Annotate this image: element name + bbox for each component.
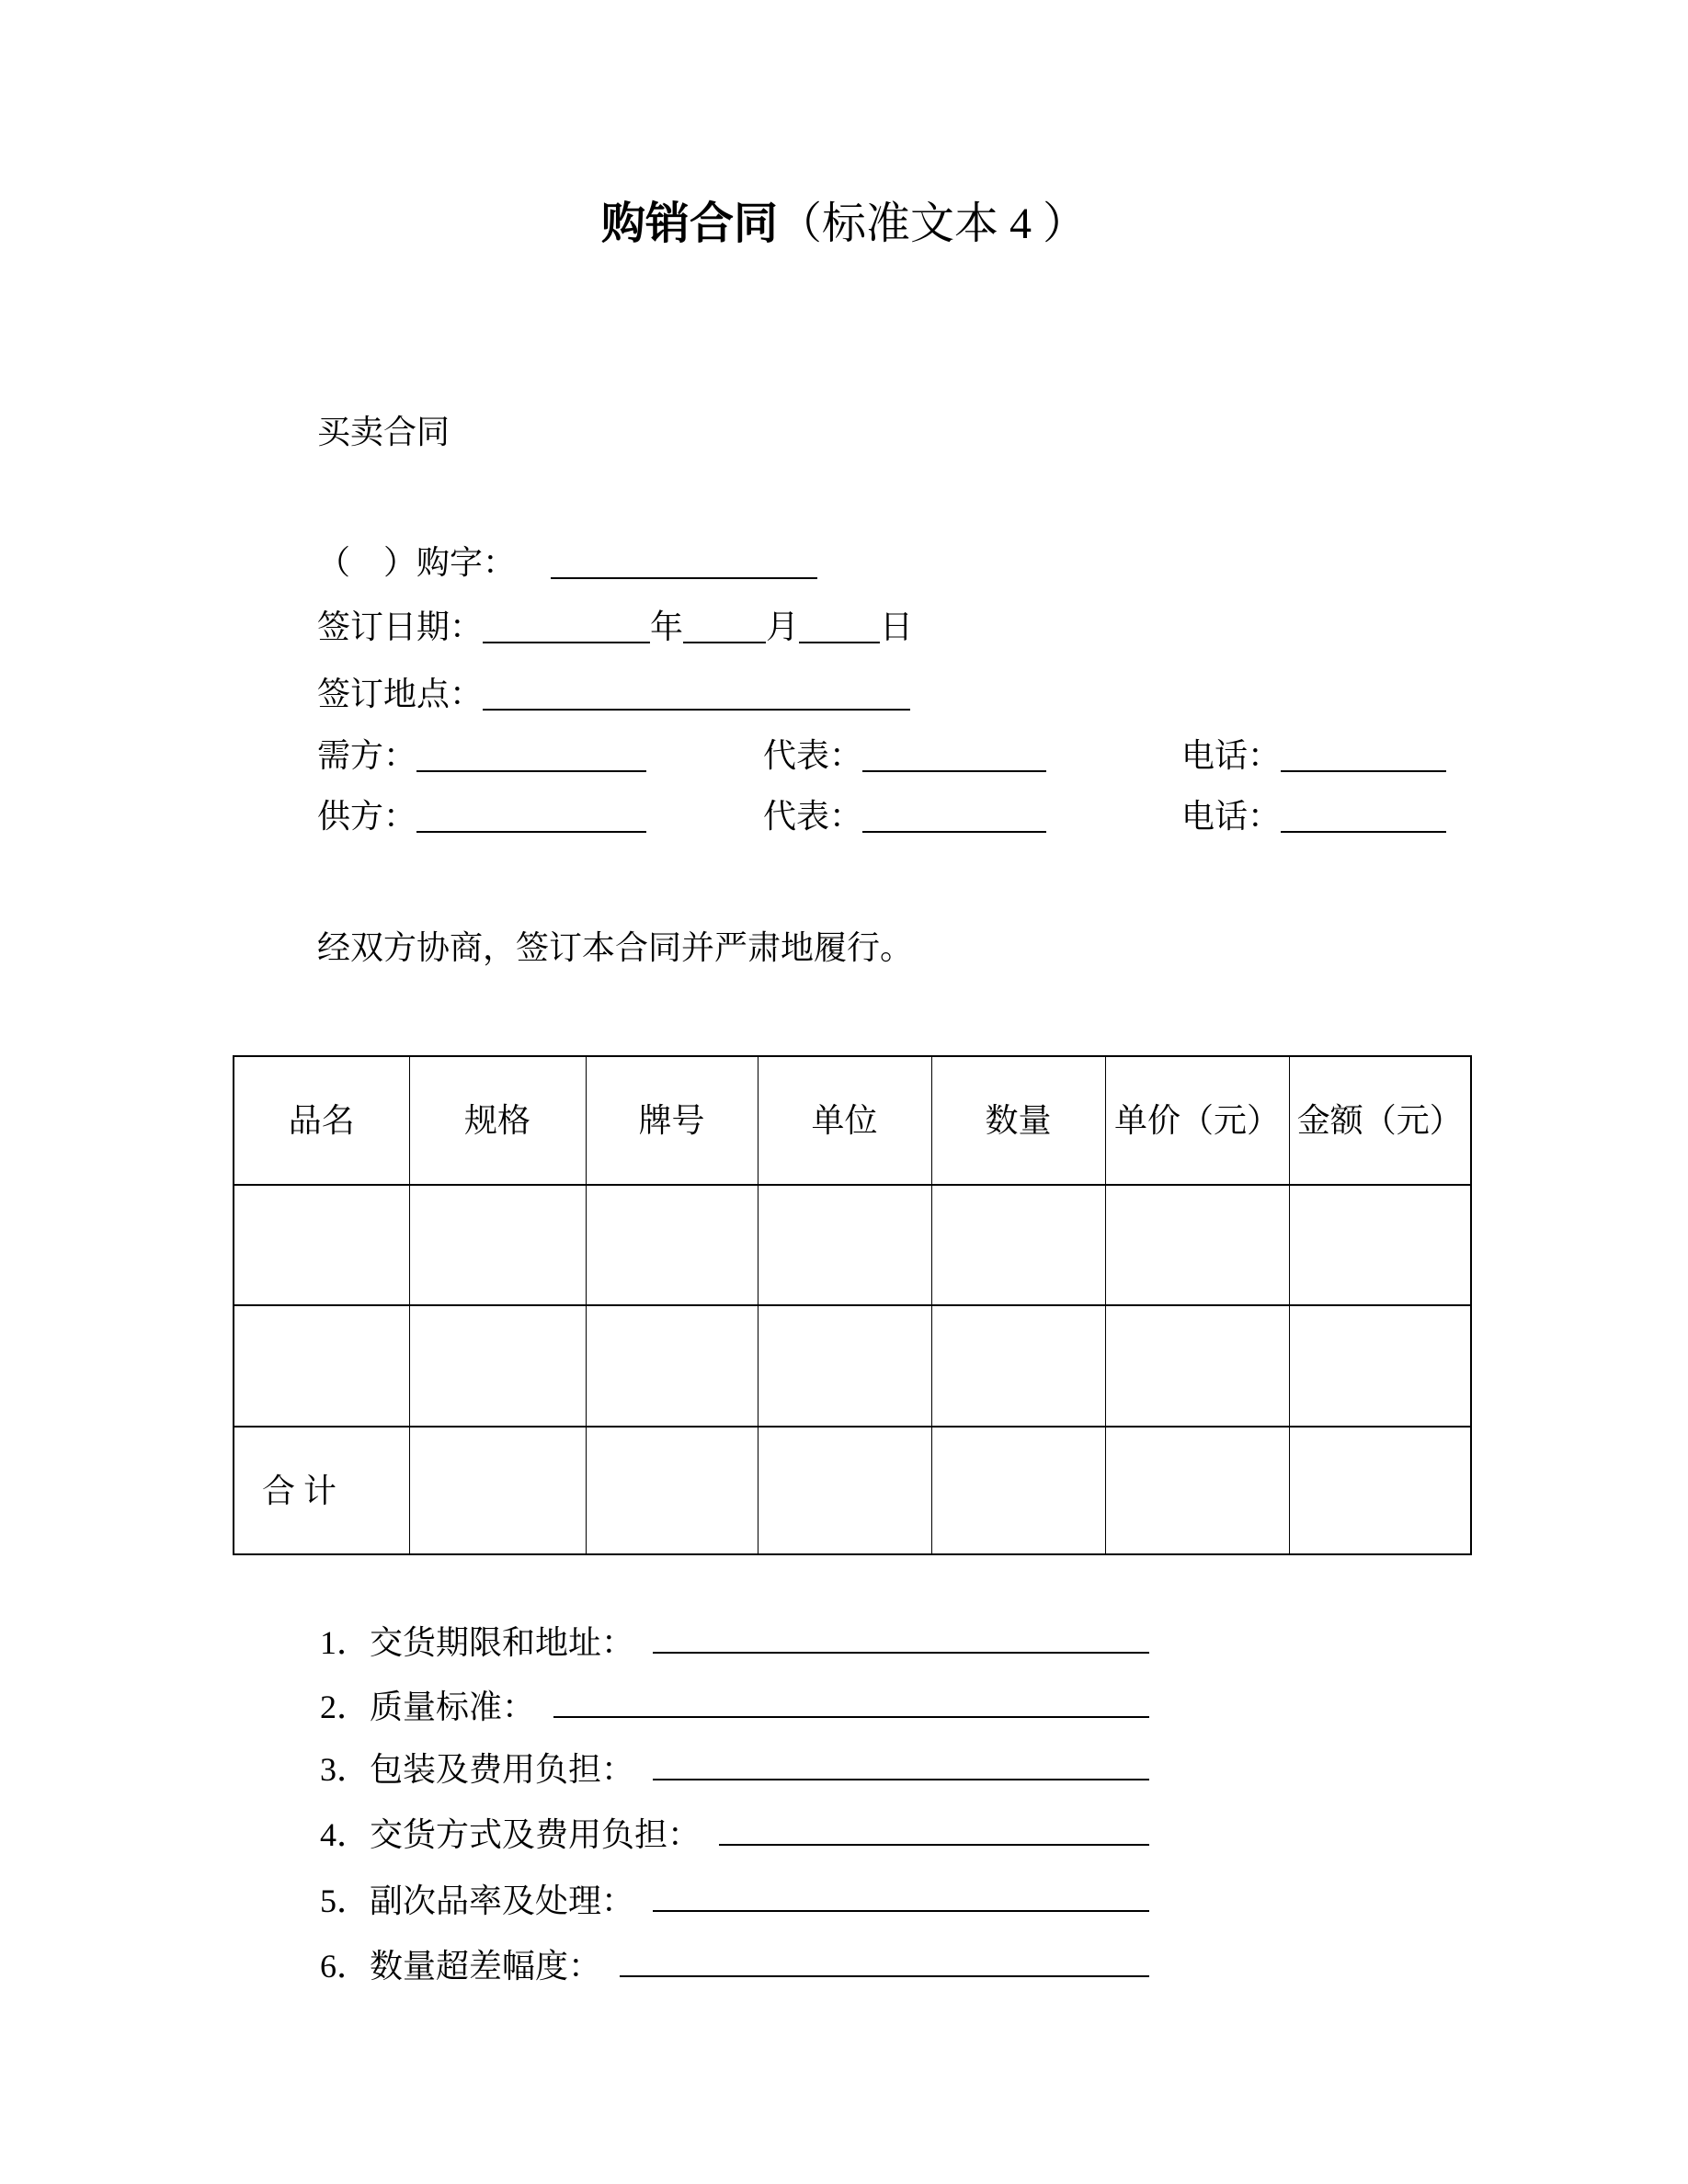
clause-2-blank (553, 1681, 1149, 1718)
sign-place-blank (483, 674, 910, 711)
clause-1-blank (653, 1617, 1149, 1654)
col-header-unit-price: 单价（元） (1105, 1056, 1289, 1185)
purchase-no-blank (551, 542, 817, 579)
empty-cell (1105, 1305, 1289, 1427)
empty-cell (409, 1305, 586, 1427)
intro-sentence: 经双方协商，签订本合同并严肃地履行。 (317, 929, 914, 966)
col-header-product: 品名 (234, 1056, 409, 1185)
day-label: 日 (880, 609, 914, 645)
clause-item (320, 1875, 1149, 1923)
sign-date-year-blank (483, 607, 650, 643)
clause-1-label: 1．交货期限和地址： (320, 1624, 635, 1661)
seller-rep-label: 代表： (763, 798, 863, 835)
buyer-rep-label: 代表： (763, 737, 863, 774)
clause-4-blank (719, 1809, 1149, 1846)
empty-cell (586, 1305, 758, 1427)
title-main: 购销合同 (600, 199, 778, 248)
clause-item (320, 1940, 1149, 1988)
document-title (0, 196, 1688, 253)
clause-item (320, 1744, 1149, 1792)
doc-type-label: 买卖合同 (317, 414, 451, 450)
year-label: 年 (650, 609, 684, 645)
goods-table (233, 1055, 1472, 1555)
clause-6-label: 6．数量超差幅度： (320, 1948, 602, 1985)
empty-cell (1289, 1427, 1471, 1554)
empty-cell (758, 1427, 931, 1554)
sign-date-month-blank (683, 607, 766, 643)
table-header-row (234, 1056, 1471, 1185)
total-label-cell: 合 计 (234, 1427, 409, 1554)
clause-4-label: 4．交货方式及费用负担： (320, 1816, 701, 1853)
empty-cell (1289, 1305, 1471, 1427)
seller-line (0, 794, 1688, 838)
seller-label: 供方： (317, 798, 417, 835)
empty-cell (1105, 1427, 1289, 1554)
clause-6-blank (620, 1940, 1149, 1977)
empty-cell (931, 1185, 1105, 1305)
clause-item (320, 1681, 1149, 1729)
sign-date-day-blank (799, 607, 880, 643)
table-total-row (234, 1427, 1471, 1554)
empty-cell (931, 1427, 1105, 1554)
buyer-line (0, 734, 1688, 778)
seller-phone-label: 电话： (1181, 798, 1282, 835)
buyer-phone-blank (1281, 735, 1446, 772)
empty-cell (1105, 1185, 1289, 1305)
buyer-label: 需方： (317, 737, 417, 774)
col-header-unit: 单位 (758, 1056, 931, 1185)
clause-5-blank (653, 1875, 1149, 1912)
empty-cell (758, 1305, 931, 1427)
buyer-rep-blank (862, 735, 1046, 772)
sign-date-line (317, 605, 913, 649)
col-header-spec: 规格 (409, 1056, 586, 1185)
clause-3-blank (653, 1744, 1149, 1780)
empty-cell (586, 1185, 758, 1305)
empty-cell (586, 1427, 758, 1554)
empty-cell (758, 1185, 931, 1305)
seller-rep-blank (862, 796, 1046, 833)
sign-place-line (317, 672, 910, 716)
col-header-quantity: 数量 (931, 1056, 1105, 1185)
contract-number-line (317, 540, 817, 585)
table-row (234, 1305, 1471, 1427)
sign-date-label: 签订日期： (317, 609, 484, 645)
month-label: 月 (766, 609, 800, 645)
empty-cell (234, 1305, 409, 1427)
sign-place-label: 签订地点： (317, 676, 484, 712)
clause-item (320, 1617, 1149, 1665)
table-row (234, 1185, 1471, 1305)
buyer-phone-label: 电话： (1181, 737, 1282, 774)
empty-cell (409, 1427, 586, 1554)
empty-cell (409, 1185, 586, 1305)
col-header-brand: 牌号 (586, 1056, 758, 1185)
title-suffix: （标准文本 4 ） (778, 199, 1088, 248)
col-header-amount: 金额（元） (1289, 1056, 1471, 1185)
purchase-no-label: （ ）购字： (317, 544, 517, 581)
clause-3-label: 3．包装及费用负担： (320, 1751, 635, 1788)
clause-5-label: 5．副次品率及处理： (320, 1883, 635, 1919)
buyer-blank (416, 735, 646, 772)
empty-cell (234, 1185, 409, 1305)
clause-item (320, 1809, 1149, 1857)
clause-2-label: 2．质量标准： (320, 1689, 536, 1725)
empty-cell (1289, 1185, 1471, 1305)
seller-phone-blank (1281, 796, 1446, 833)
empty-cell (931, 1305, 1105, 1427)
seller-blank (416, 796, 646, 833)
